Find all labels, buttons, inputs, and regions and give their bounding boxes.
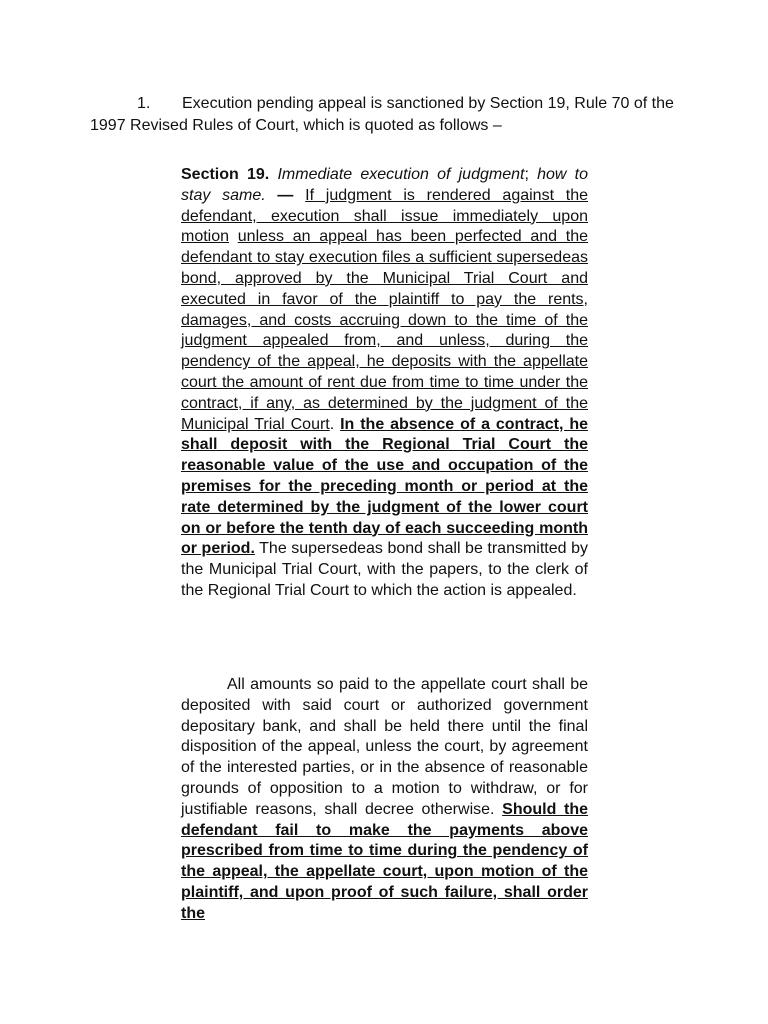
section-subtitle: how to stay same. [181, 166, 589, 204]
section-dash: — [265, 186, 306, 204]
underlined-text-1: If judgment is rendered against the defendant, execution shall issue immediately upon motion [181, 186, 588, 246]
section-19-quote: Section 19. Immediate execution of judgment; how to stay same. — If judgment is rendered against the defendant, execution shall issue immediately upon motion unless an appeal has been perfected and the defendant to stay execution files a sufficient supersedeas bond, approved by the Municipal Trial Court and executed in favor of the plaintiff to pay the rents, damages, and costs accruing down to the time of the judgment appealed from, and unless, during the pendency of the appeal, he deposits with the appellate court the amount of rent due from time to time under the contract, if any, as determined by the judgment of the Municipal Trial Court. In the absence of a contract, he shall deposit with the Regional Trial Court the reasonable value of the use and occupation of the premises for the preceding month or period at the rate determined by the judgment of the lower court on or before the tenth day of each succeeding month or period. The supersedeas bond shall be transmitted by the Municipal Trial Court, with the papers, to the clerk of the Regional Trial Court to which the action is appealed. [181, 166, 589, 599]
paragraph-1-text: Execution pending appeal is sanctioned by Section 19, Rule 70 of the 1997 Revised Rules of Court, which is quoted as follows – [90, 95, 674, 134]
paragraph-2-text: All amounts so paid to the appellate court shall be deposited with said court or authorized government depositary bank, and shall be held there until the final disposition of the appeal, unless the court, by agreement of the interested parties, or in the absence of reasonable grounds of opposition to a motion to withdraw, or for justifiable reasons, shall decree otherwise. [181, 676, 588, 818]
section-rest-text: The supersedeas bond shall be transmitted by the Municipal Trial Court, with the papers, to the clerk of the Regional Trial Court to which the action is appealed. [181, 540, 588, 599]
section-heading: Section 19. [181, 166, 270, 183]
section-title: Immediate execution of judgment [277, 166, 525, 183]
paragraph-number: 1. [137, 95, 151, 112]
paragraph-1 [90, 93, 690, 137]
bold-underlined-text: In the absence of a contract, he shall deposit with the Regional Trial Court the reasonable value of the use and occupation of the premises for the preceding month or period at the rate determined by the judgment of the lower court on or before the tenth day of each succeeding month or period. [181, 415, 589, 558]
paragraph-2 [181, 675, 588, 925]
paragraph-2-bold-underlined: Should the defendant fail to make the payments above prescribed from time to time during the pendency of the appeal, the appellate court, upon motion of the plaintiff, and upon proof of such failure, shall order the [181, 800, 589, 922]
underlined-text-2: unless an appeal has been perfected and the defendant to stay execution files a sufficient supersedeas bond, approved by the Municipal Trial Court and executed in favor of the plaintiff to pay the rents, damages, and costs accruing down to the time of the judgment appealed from, and unless, during the pendency of the appeal, he deposits with the appellate court the amount of rent due from time to time under the contract, if any, as determined by the judgment of the Municipal Trial Court [181, 228, 588, 433]
section-title-separator: ; [524, 166, 529, 183]
